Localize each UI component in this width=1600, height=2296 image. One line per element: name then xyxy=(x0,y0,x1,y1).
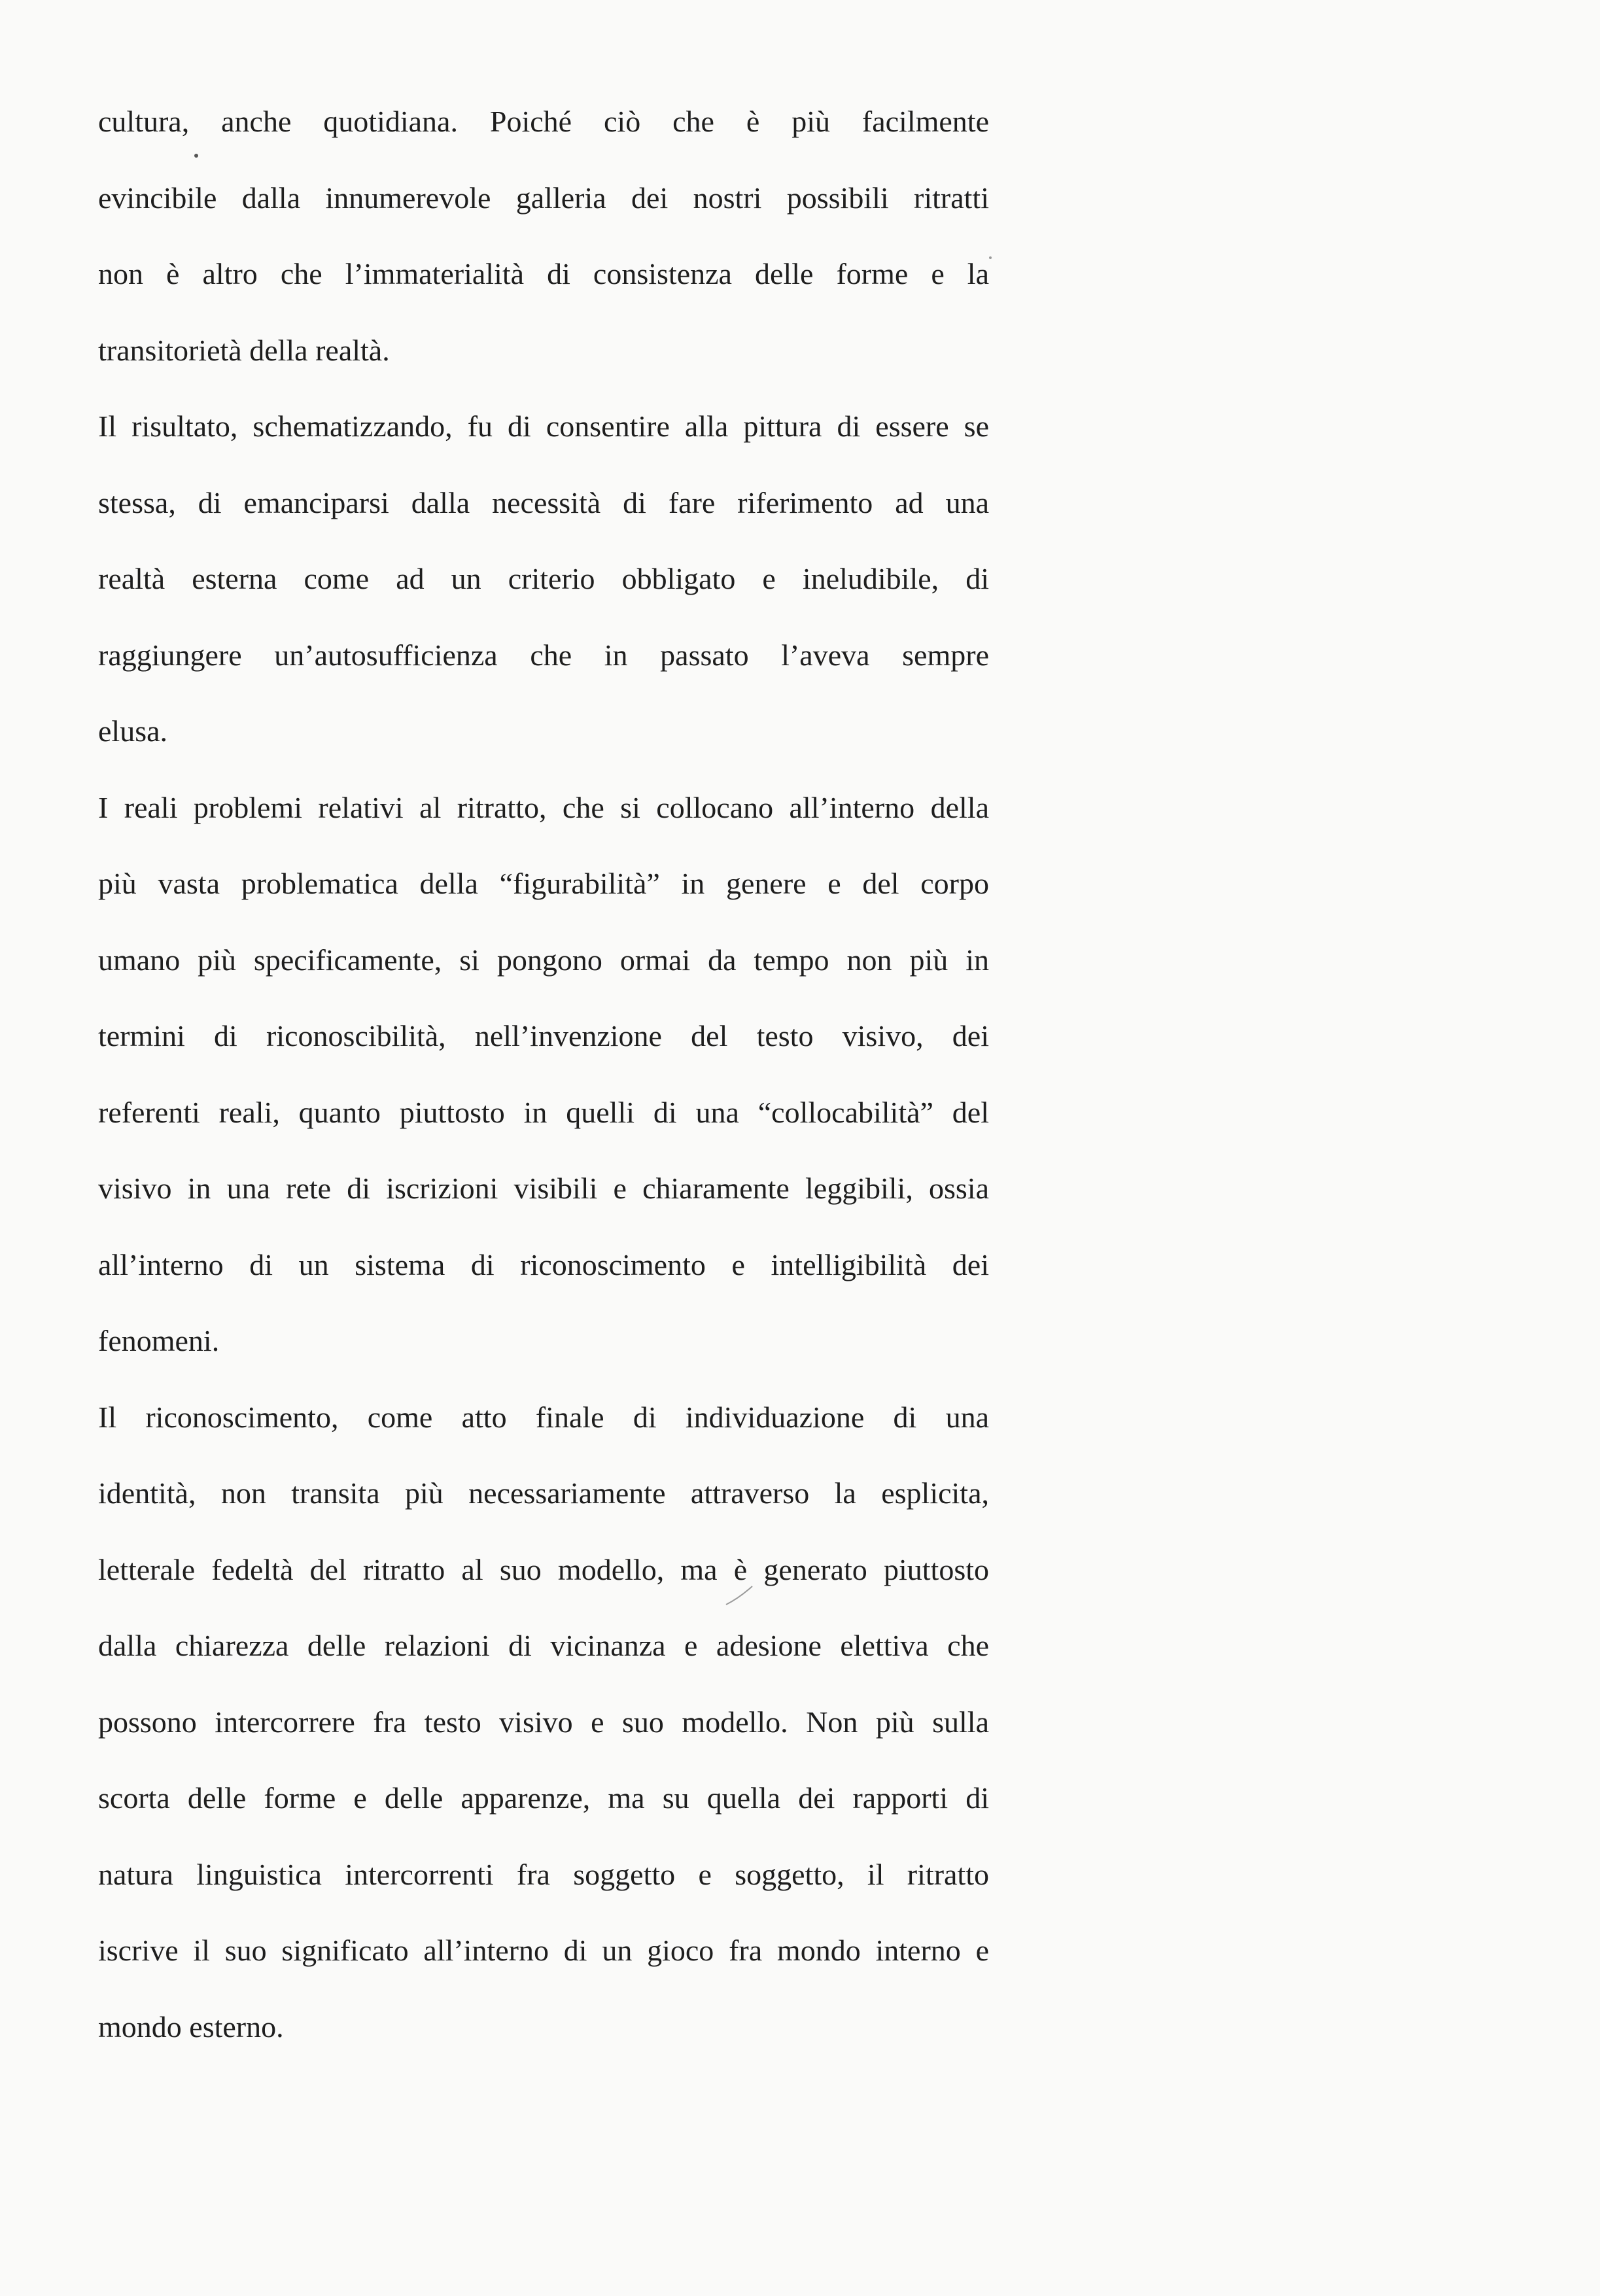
text-line: possono intercorrere fra testo visivo e suo modello. Non più sulla xyxy=(98,1705,989,1739)
text-line: fenomeni. xyxy=(98,1324,220,1357)
paragraph xyxy=(98,1380,989,2066)
paragraph xyxy=(98,84,989,389)
text-line: evincibile dalla innumerevole galleria dei nostri possibili ritratti xyxy=(98,181,989,215)
body-text xyxy=(98,84,989,2065)
text-line: termini di riconoscibilità, nell’invenzione del testo visivo, dei xyxy=(98,1019,989,1052)
text-line: referenti reali, quanto piuttosto in quelli di una “collocabilità” del xyxy=(98,1095,989,1129)
text-line: transitorietà della realtà. xyxy=(98,333,390,367)
text-line: realtà esterna come ad un criterio obbligato e ineludibile, di xyxy=(98,562,989,595)
paragraph xyxy=(98,389,989,770)
text-line: identità, non transita più necessariamente attraverso la esplicita, xyxy=(98,1476,989,1510)
text-line: natura linguistica intercorrenti fra soggetto e soggetto, il ritratto xyxy=(98,1857,989,1891)
text-line: visivo in una rete di iscrizioni visibili e chiaramente leggibili, ossia xyxy=(98,1172,989,1205)
text-line: letterale fedeltà del ritratto al suo modello, ma è generato piuttosto xyxy=(98,1552,989,1586)
text-line: mondo esterno. xyxy=(98,2009,284,2044)
text-line: non è altro che l’immaterialità di consistenza delle forme e la xyxy=(98,257,989,290)
scan-speck xyxy=(989,256,992,259)
text-line: scorta delle forme e delle apparenze, ma su quella dei rapporti di xyxy=(98,1781,989,1815)
text-line: Il risultato, schematizzando, fu di consentire alla pittura di essere se xyxy=(98,409,989,443)
text-line: iscrive il suo significato all’interno di un gioco fra mondo interno e xyxy=(98,1934,989,1967)
text-line: elusa. xyxy=(98,714,168,748)
text-line: Il riconoscimento, come atto finale di individuazione di una xyxy=(98,1400,989,1434)
text-line: stessa, di emanciparsi dalla necessità di fare riferimento ad una xyxy=(98,485,989,519)
text-line: più vasta problematica della “figurabilità” in genere e del corpo xyxy=(98,867,989,900)
text-line: dalla chiarezza delle relazioni di vicinanza e adesione elettiva che xyxy=(98,1629,989,1662)
text-line: raggiungere un’autosufficienza che in passato l’aveva sempre xyxy=(98,638,989,672)
text-line: I reali problemi relativi al ritratto, che si collocano all’interno della xyxy=(98,790,989,824)
text-line: cultura, anche quotidiana. Poiché ciò che è più facilmente xyxy=(98,105,989,138)
text-line: umano più specificamente, si pongono ormai da tempo non più in xyxy=(98,943,989,977)
paragraph xyxy=(98,770,989,1380)
text-line: all’interno di un sistema di riconoscimento e intelligibilità dei xyxy=(98,1247,989,1281)
